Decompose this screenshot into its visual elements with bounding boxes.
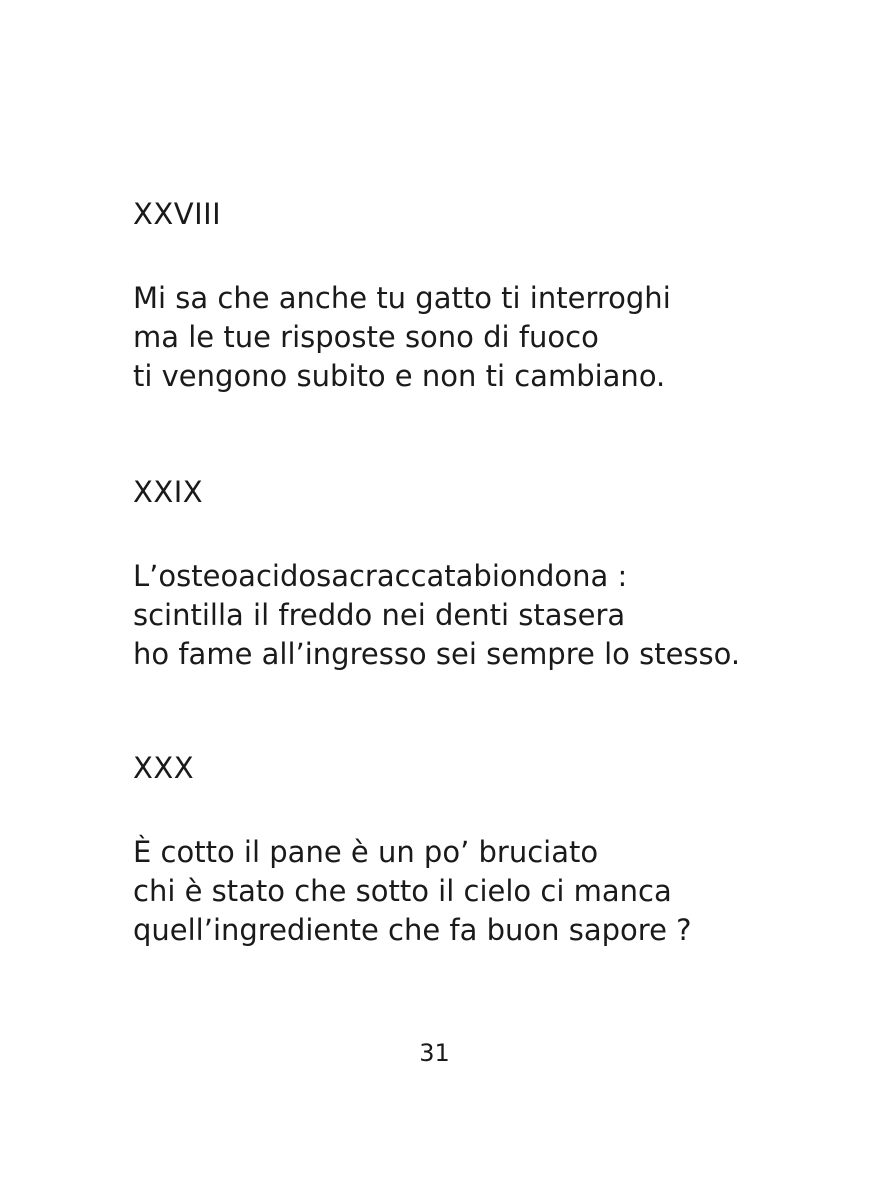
poem-xxx: [133, 750, 833, 947]
page-number: 31: [419, 1039, 450, 1067]
poem-line: chi è stato che sotto il cielo ci manca: [133, 874, 672, 908]
poem-title: XXIX: [133, 475, 204, 509]
poem-line: ma le tue risposte sono di fuoco: [133, 320, 599, 354]
poem-xxviii: [133, 196, 833, 393]
poem-stanza: [133, 557, 740, 674]
poem-line: L’osteoacidosacraccatabiondona :: [133, 559, 628, 593]
poem-line: quell’ingrediente che fa buon sapore ?: [133, 913, 692, 947]
poem-line: ti vengono subito e non ti cambiano.: [133, 359, 666, 393]
poem-line: scintilla il freddo nei denti stasera: [133, 598, 626, 632]
poem-stanza: [133, 279, 671, 396]
poem-line: ho fame all’ingresso sei sempre lo stesso.: [133, 637, 741, 671]
poem-title: XXVIII: [133, 197, 222, 231]
poem-line: Mi sa che anche tu gatto ti interroghi: [133, 281, 671, 315]
poem-line: È cotto il pane è un po’ bruciato: [133, 835, 599, 869]
poem-xxix: [133, 474, 833, 671]
poem-stanza: [133, 833, 692, 950]
poem-title: XXX: [133, 751, 195, 785]
